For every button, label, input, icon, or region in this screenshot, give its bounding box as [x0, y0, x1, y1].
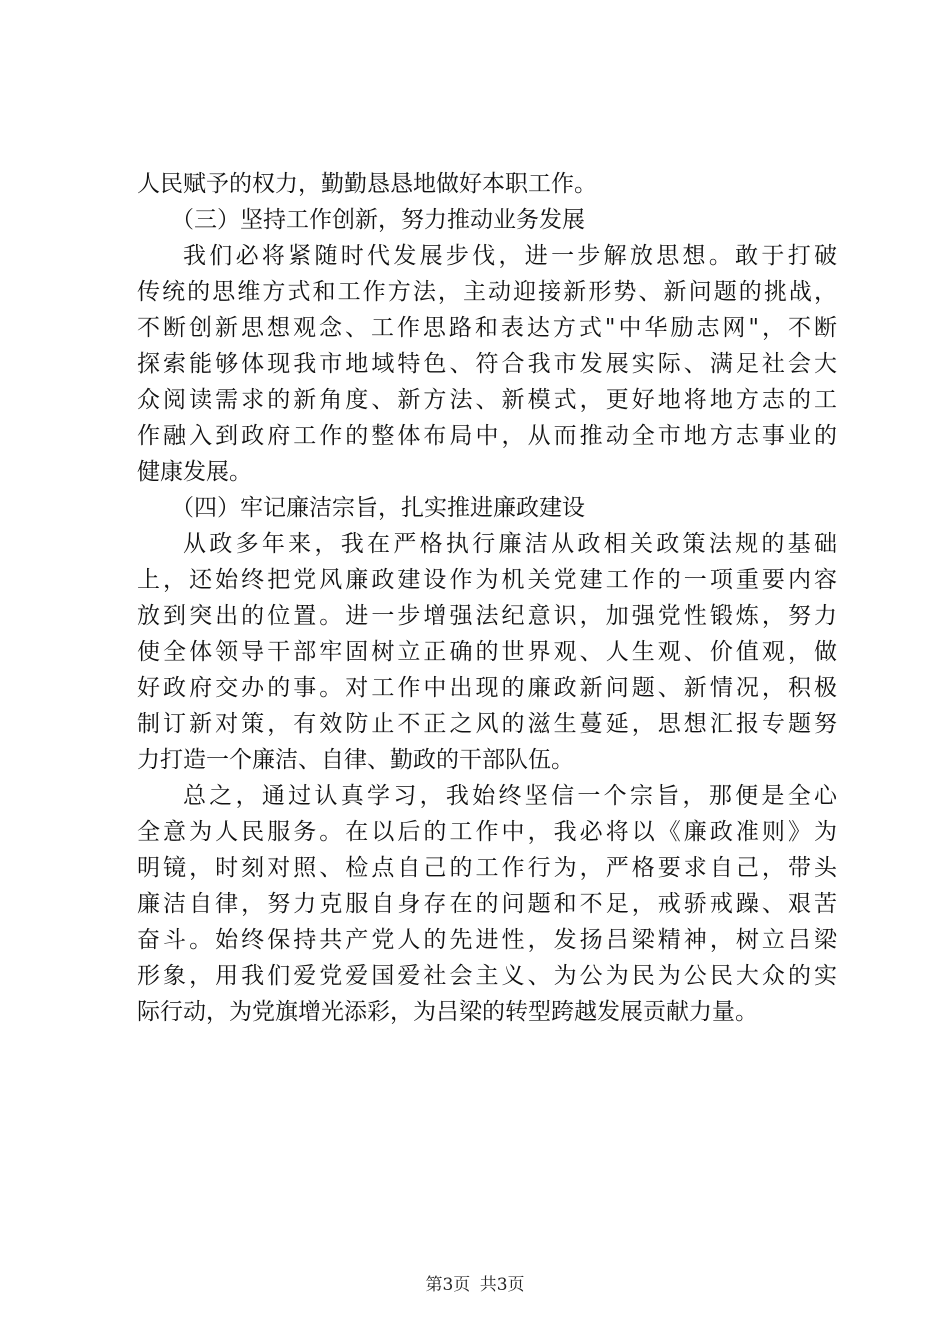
text-line: 制订新对策，有效防止不正之风的滋生蔓延，思想汇报专题努 — [137, 711, 837, 737]
text-line: 众阅读需求的新角度、新方法、新模式，更好地将地方志的工 — [137, 387, 837, 413]
text-line: 人民赋予的权力，勤勤恳恳地做好本职工作。 — [137, 171, 597, 197]
document-body — [137, 166, 837, 1030]
text-line: 放到突出的位置。进一步增强法纪意识，加强党性锻炼，努力 — [137, 603, 837, 629]
page-total: 共3页 — [479, 1275, 525, 1295]
text-line: 形象，用我们爱党爱国爱社会主义、为公为民为公民大众的实 — [137, 963, 837, 989]
text-line: 明镜，时刻对照、检点自己的工作行为，严格要求自己，带头 — [137, 855, 837, 881]
text-line: 作融入到政府工作的整体布局中，从而推动全市地方志事业的 — [137, 423, 837, 449]
text-line: 我们必将紧随时代发展步伐，进一步解放思想。敢于打破 — [183, 243, 837, 269]
text-line: 探索能够体现我市地域特色、符合我市发展实际、满足社会大 — [137, 351, 837, 377]
text-line: 健康发展。 — [137, 459, 252, 485]
text-line: 廉洁自律，努力克服自身存在的问题和不足，戒骄戒躁、艰苦 — [137, 891, 837, 917]
page-footer — [0, 1274, 950, 1296]
text-line: 上，还始终把党风廉政建设作为机关党建工作的一项重要内容 — [137, 567, 837, 593]
text-line: 总之，通过认真学习，我始终坚信一个宗旨，那便是全心 — [183, 783, 837, 809]
section-heading-4: （四）牢记廉洁宗旨，扎实推进廉政建设 — [171, 495, 585, 521]
text-line: 全意为人民服务。在以后的工作中，我必将以《廉政准则》为 — [137, 819, 837, 845]
text-line: 好政府交办的事。对工作中出现的廉政新问题、新情况，积极 — [137, 675, 837, 701]
text-line: 从政多年来，我在严格执行廉洁从政相关政策法规的基础 — [183, 531, 837, 557]
section-heading-3: （三）坚持工作创新，努力推动业务发展 — [171, 207, 585, 233]
text-line: 使全体领导干部牢固树立正确的世界观、人生观、价值观，做 — [137, 639, 837, 665]
text-line: 际行动，为党旗增光添彩，为吕梁的转型跨越发展贡献力量。 — [137, 999, 758, 1025]
text-line: 传统的思维方式和工作方法，主动迎接新形势、新问题的挑战， — [137, 279, 837, 305]
text-line: 力打造一个廉洁、自律、勤政的干部队伍。 — [137, 747, 574, 773]
page-number: 第3页 — [425, 1275, 471, 1295]
text-line: 奋斗。始终保持共产党人的先进性，发扬吕梁精神，树立吕梁 — [137, 927, 837, 953]
text-line: 不断创新思想观念、工作思路和表达方式"中华励志网"，不断 — [137, 315, 837, 341]
